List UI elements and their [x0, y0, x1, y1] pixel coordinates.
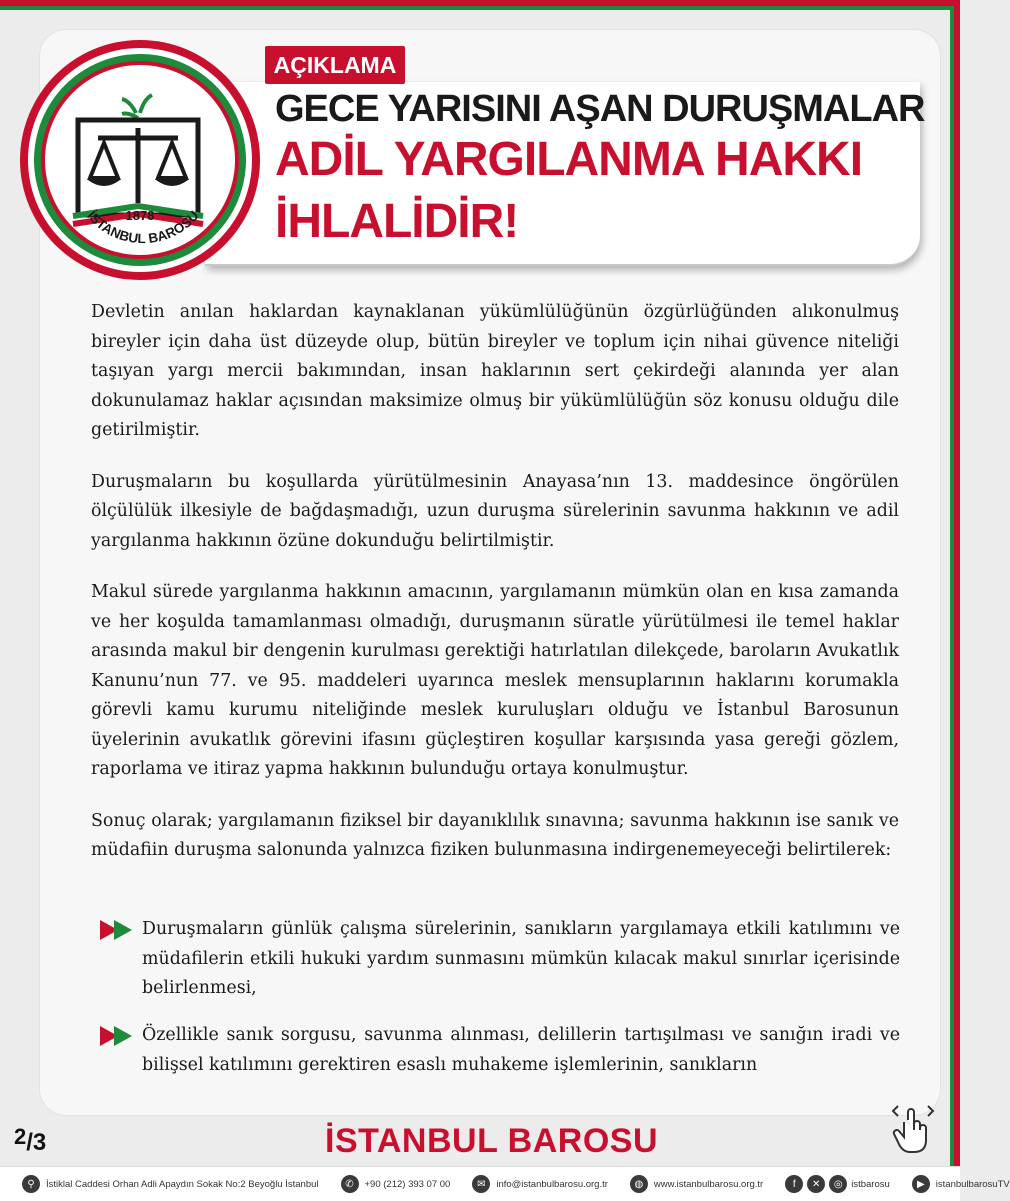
x-icon[interactable]: ✕	[807, 1175, 825, 1193]
email-item[interactable]: ✉ info@istanbulbarosu.org.tr	[472, 1175, 608, 1193]
globe-icon: ◍	[630, 1175, 648, 1193]
website-item[interactable]: ◍ www.istanbulbarosu.org.tr	[630, 1175, 763, 1193]
logo-year: 1878	[125, 208, 155, 223]
social-item[interactable]: f ✕ ◎ istbarosu	[785, 1175, 890, 1193]
phone-item[interactable]: ✆ +90 (212) 393 07 00	[341, 1175, 451, 1193]
headline-line2: ADİL YARGILANMA HAKKI	[275, 133, 863, 186]
mail-icon: ✉	[472, 1175, 490, 1193]
headline-line3: İHLALİDİR!	[275, 195, 519, 248]
address-item: ⚲ İstiklal Caddesi Orhan Adli Apaydın Sokak No:2 Beyoğlu İstanbul	[22, 1175, 319, 1193]
list-item-text: Özellikle sanık sorgusu, savunma alınması, delillerin tartışılması ve sanığın iradi ve bilişsel katılımını gerektiren esaslı muhakeme işlemlerinin, sanıkların	[142, 1025, 900, 1075]
list-item	[100, 1021, 900, 1080]
brand-name: İSTANBUL BAROSU	[325, 1122, 659, 1160]
swipe-hand-icon[interactable]	[888, 1098, 938, 1158]
instagram-icon[interactable]: ◎	[829, 1175, 847, 1193]
phone-icon: ✆	[341, 1175, 359, 1193]
location-pin-icon: ⚲	[22, 1175, 40, 1193]
top-green-border	[0, 6, 960, 10]
youtube-item[interactable]: ▶ istanbulbarosuTV	[912, 1175, 1010, 1193]
facebook-icon[interactable]: f	[785, 1175, 803, 1193]
paragraph: Duruşmaların bu koşullarda yürütülmesinin Anayasa’nın 13. maddesince öngörülen ölçülülük ilkesiyle de bağdaşmadığı, uzun duruşma sürelerinin savunma hakkının ve adil yargılanma hakkının özüne dokunduğu belirtilmiştir.	[91, 471, 899, 551]
contact-footer	[0, 1166, 1010, 1201]
youtube-icon: ▶	[912, 1175, 930, 1193]
headline-line1: GECE YARISINI AŞAN DURUŞMALAR	[275, 88, 925, 130]
statement-body	[91, 298, 899, 888]
paragraph: Sonuç olarak; yargılamanın fiziksel bir dayanıklılık sınavına; savunma hakkının ise sanık ve müdafiin duruşma salonunda yalnızca fiziken bulunmasına indirgenemeyeceği belirtilerek:	[91, 810, 899, 860]
paragraph: Devletin anılan haklardan kaynaklanan yükümlülüğünün özgürlüğünden alıkonulmuş bireyler için daha üst düzeyde olup, bütün bireyler ve toplum için nihai güvence niteliği taşıyan yargı mercii bakımından, insan haklarının sert çekirdeği alanında yer alan dokunulamaz haklar açısından maksimize olmuş bir yükümlülüğün söz konusu olduğu dile getirilmiştir.	[91, 302, 899, 440]
bar-association-logo	[18, 38, 263, 283]
right-green-border	[950, 10, 954, 1170]
paragraph: Makul sürede yargılanma hakkının amacının, yargılamanın mümkün olan en kısa zamanda ve her koşulda tamamlanması olmadığı, duruşmanın süratle yürütülmesi ile temel haklar arasında makul bir dengenin kurulması gerektiği hatırlatılan dilekçede, baroların Avukatlık Kanunu’nun 77. ve 95. maddeleri uyarınca meslek mensuplarının haklarını korumakla görevli kamu kurumu niteliğinde meslek kuruluşları olduğu ve İstanbul Barosunun üyelerinin avukatlık görevini ifasını güçleştiren koşullar karşısında yasa gereği gözlem, raporlama ve itiraz yapma hakkının bulunduğu ortaya konulmuştur.	[91, 582, 899, 779]
page-indicator: $^2$/3	[14, 1124, 47, 1156]
right-red-border	[954, 0, 960, 1170]
logo-name: İSTANBUL BAROSU	[84, 207, 202, 247]
announcement-tag: AÇIKLAMA	[265, 46, 405, 84]
double-arrow-icon	[100, 920, 134, 940]
list-item-text: Duruşmaların günlük çalışma sürelerinin, sanıkların yargılamaya etkili katılımını ve müdafilerin etkili hukuki yardım sunmasını mümkün kılacak makul sınırlar içerisinde belirlenmesi,	[142, 919, 900, 998]
list-item	[100, 915, 900, 1004]
double-arrow-icon	[100, 1026, 134, 1046]
